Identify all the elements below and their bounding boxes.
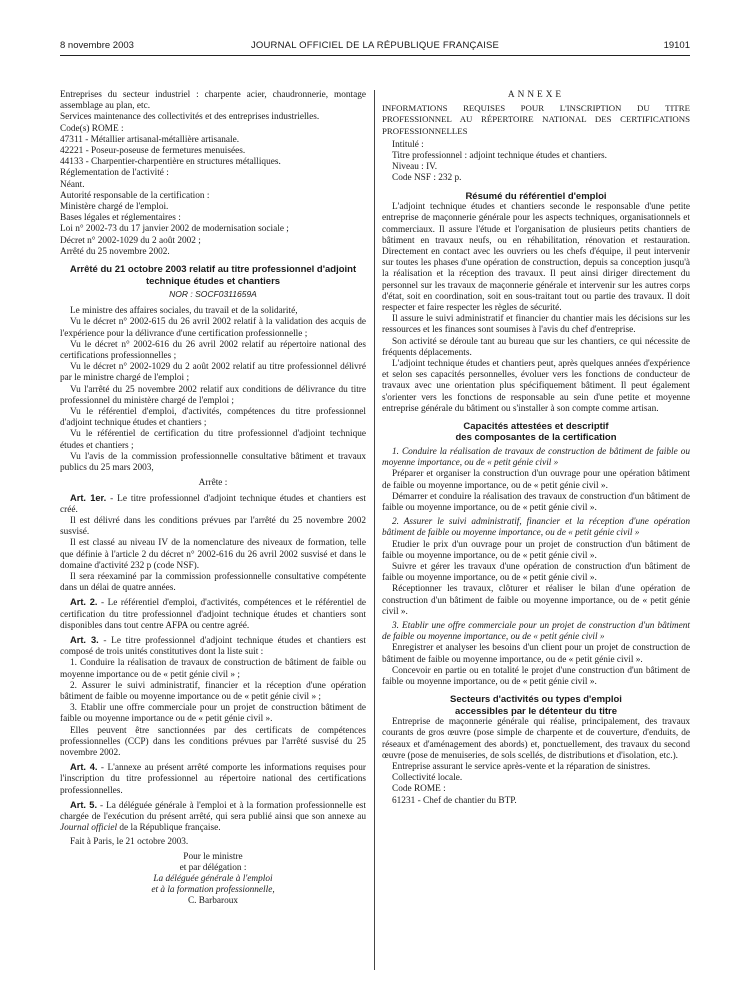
article-label: Art. 5.	[70, 799, 98, 810]
info-line: Titre professionnel : adjoint technique études et chantiers.	[392, 151, 607, 162]
signature-line: La déléguée générale à l'emploi	[153, 874, 273, 884]
capacity-paragraph: Préparer et organiser la construction d'un ouvrage pour une opération bâtiment de faible ou moyenne importance, ou de « petit génie civil ».	[382, 469, 690, 491]
signature-line: et par délégation :	[179, 862, 247, 873]
intro-line: Entreprises du secteur industriel : charpente acier, chaudronnerie, montage assemblage au plan, etc.	[60, 90, 366, 112]
vu-clause: Vu le décret n° 2002-615 du 26 avril 2002 relatif à la validation des acquis de l'expérience pour la délivrance d'une certification professionnelle ;	[60, 317, 366, 339]
capacity-paragraph: Réceptionner les travaux, clôturer et réaliser le bilan d'une opération de construction d'un bâtiment de faible ou moyenne importance, ou de « petit génie civil ».	[382, 584, 690, 617]
capacity-paragraph: Enregistrer et analyser les besoins d'un client pour un projet de construction de bâtiment de faible ou moyenne importance, ou de « petit génie civil ».	[382, 643, 690, 665]
header-date: 8 novembre 2003	[60, 40, 134, 51]
arrete-heading: Arrête :	[198, 478, 228, 489]
vu-clause: Vu le référentiel d'emploi, d'activités, compétences du titre professionnel d'adjoint technique études et chantiers ;	[60, 407, 366, 429]
intro-line: Loi n° 2002-73 du 17 janvier 2002 de modernisation sociale ;	[60, 224, 289, 235]
article-label: Art. 2.	[70, 597, 98, 608]
vu-clause: Vu le décret n° 2002-616 du 26 avril 2002 relatif au répertoire national des certifications professionnelles ;	[60, 339, 366, 362]
resume-paragraph: L'adjoint technique études et chantiers peut, après quelques années d'expérience et selon ses capacités personnelles, évoluer vers les fonctions de conducteur de travaux avec une orientation plus spécifiquement bâtiment. Il peut également s'orienter vers les fonctions de responsable au sein d'une petite et moyenne entreprise générale du bâtiment ou s'installer à son compte comme artisan.	[382, 358, 690, 414]
info-line: Code NSF : 232 p.	[392, 173, 462, 184]
vu-clause: Vu l'avis de la commission professionnelle consultative bâtiment et travaux publics du 25 mars 2003,	[60, 451, 366, 474]
intro-line: Néant.	[60, 179, 85, 190]
article-5: Art. 5. - La déléguée générale à l'emploi et à la formation professionnelle est chargée de l'exécution du présent arrêté, qui sera publié ainsi que son annexe au Journal officiel de la République française.	[60, 799, 366, 834]
capacity-paragraph: Etudier le prix d'un ouvrage pour un projet de construction d'un bâtiment de faible ou moyenne importance, ou de « petit génie civil ».	[382, 539, 690, 561]
intro-line: Services maintenance des collectivités et des entreprises industrielles.	[60, 112, 320, 123]
vu-clause: Vu l'arrêté du 25 novembre 2002 relatif aux conditions de délivrance du titre professionnel du ministère chargé de l'emploi ;	[60, 384, 366, 406]
capacites-heading: Capacités attestées et descriptif des composantes de la certification	[455, 420, 617, 444]
rome-code: 47311 - Métallier artisanal-métallière artisanale.	[60, 134, 240, 145]
article-paragraph: Il est délivré dans les conditions prévues par l'arrêté du 25 novembre 2002 susvisé.	[60, 515, 366, 538]
article-paragraph: Elles peuvent être sanctionnées par des certificats de compétences professionnelles (CCP) dans les conditions prévues par l'arrêté susvisé du 25 novembre 2002.	[60, 725, 366, 758]
rome-code: 44133 - Charpentier-charpentière en structures métalliques.	[60, 157, 281, 168]
intro-line: Réglementation de l'activité :	[60, 168, 169, 179]
signatory-name: C. Barbaroux	[187, 896, 239, 907]
article-label: Art. 4.	[70, 762, 98, 773]
annexe-title: INFORMATIONS REQUISES POUR L'INSCRIPTION DU TITRE PROFESSIONNEL AU RÉPERTOIRE NATIONAL DES CERTIFICATIONS PROFESSIONNELLES	[382, 103, 690, 136]
rome-code: 61231 - Chef de chantier du BTP.	[392, 795, 517, 806]
unit-item: 3. Etablir une offre commerciale pour un projet de construction bâtiment de faible ou moyenne importance ou de « petit génie civil ».	[60, 703, 366, 725]
secteurs-paragraph: Entreprise de maçonnerie générale qui réalise, principalement, des travaux courants de gros œuvre (pose simple de charpente et de couverture, d'enduits, de réseaux et d'aménagement des abords) et, ponctuellement, des travaux du second œuvre (pose de menuiseries, de sols scellés, de distributions et d'isolation, etc.).	[382, 717, 690, 761]
secteurs-heading: Secteurs d'activités ou types d'emploi accessibles par le détenteur du titre	[450, 694, 622, 717]
intro-line: Autorité responsable de la certification :	[60, 190, 210, 201]
header-page-number: 19101	[663, 40, 690, 51]
column-divider	[374, 90, 375, 970]
capacity-paragraph: Concevoir en partie ou en totalité le projet d'une construction d'un bâtiment de faible ou moyenne importance, ou de « petit génie civil ».	[382, 665, 690, 688]
signature-line: et à la formation professionnelle,	[151, 885, 275, 896]
intro-line: Arrêté du 25 novembre 2002.	[60, 246, 170, 257]
intro-line: Bases légales et réglementaires :	[60, 213, 181, 224]
intro-line: Ministère chargé de l'emploi.	[60, 202, 169, 213]
article-2: Art. 2. - Le référentiel d'emploi, d'activités, compétences et le référentiel de certification du titre professionnel d'adjoint technique études et chantiers sont disponibles dans tout centre AFPA ou centre agréé.	[60, 597, 366, 631]
resume-paragraph: Son activité se déroule tant au bureau que sur les chantiers, ce qui nécessite de fréquents déplacements.	[382, 336, 690, 358]
info-line: Intitulé :	[392, 139, 424, 150]
article-label: Art. 1er.	[70, 492, 107, 503]
intro-line: Décret n° 2002-1029 du 2 août 2002 ;	[60, 235, 201, 246]
nor-reference: NOR : SOCF0311659A	[169, 289, 257, 300]
secteurs-paragraph: Entreprise assurant le service après-vente et la réparation de sinistres.	[392, 762, 651, 773]
unit-item: 2. Assurer le suivi administratif, financier et la réception d'une opération bâtiment de faible ou moyenne importance ou de « petit génie civil » ;	[60, 680, 366, 702]
header-rule	[60, 55, 690, 56]
capacity-2-title: 2. Assurer le suivi administratif, financier et la réception d'une opération bâtiment de faible ou moyenne importance, ou de « petit génie civil »	[382, 517, 690, 539]
minister-line: Le ministre des affaires sociales, du travail et de la solidarité,	[70, 306, 298, 317]
signature-line: Pour le ministre	[183, 851, 243, 862]
capacity-paragraph: Suivre et gérer les travaux d'une opération de construction d'un bâtiment de faible ou moyenne importance, ou de « petit génie civil ».	[382, 562, 690, 584]
right-column	[382, 90, 690, 807]
vu-clause: Vu le référentiel de certification du titre professionnel d'adjoint technique études et chantiers ;	[60, 429, 366, 451]
article-paragraph: Il sera réexaminé par la commission professionnelle consultative compétente dans un délai de quatre années.	[60, 571, 366, 594]
article-label: Art. 3.	[70, 634, 99, 645]
resume-heading: Résumé du référentiel d'emploi	[465, 190, 607, 202]
article-1: Art. 1er. - Le titre professionnel d'adjoint technique études et chantiers est créé.	[60, 492, 366, 515]
capacity-1-title: 1. Conduire la réalisation de travaux de construction de bâtiment de faible ou moyenne importance, ou de « petit génie civil »	[382, 446, 690, 469]
decree-title: Arrêté du 21 octobre 2003 relatif au titre professionnel d'adjoint technique études et chantiers	[69, 264, 357, 287]
article-3: Art. 3. - Le titre professionnel d'adjoint technique études et chantiers est composé de trois unités constitutives dont la liste suit :	[60, 634, 366, 658]
annexe-heading: ANNEXE	[507, 90, 565, 100]
unit-item: 1. Conduire la réalisation de travaux de construction de bâtiment de faible ou moyenne importance ou de « petit génie civil » ;	[60, 658, 366, 680]
running-header	[60, 40, 690, 56]
secteurs-paragraph: Collectivité locale.	[392, 773, 463, 784]
article-4: Art. 4. - L'annexe au présent arrêté comporte les informations requises pour l'inscription du titre professionnel au répertoire national des certifications professionnelles.	[60, 762, 366, 796]
header-journal-title: JOURNAL OFFICIEL DE LA RÉPUBLIQUE FRANÇAISE	[250, 40, 500, 51]
left-column	[60, 90, 366, 908]
capacity-3-title: 3. Etablir une offre commerciale pour un projet de construction d'un bâtiment de faible ou moyenne importance, ou de « petit génie civil »	[382, 621, 690, 643]
resume-paragraph: L'adjoint technique études et chantiers seconde le responsable d'une petite entreprise de maçonnerie générale pour les aspects techniques, organisationnels et commerciaux. Il assure l'étude et l'organisation de plusieurs petits chantiers de bâtiment en travaux neufs, ou en réhabilitation, rénovation et restauration. Directement en contact avec les ouvriers ou les chefs d'équipe, il peut intervenir sur toutes les phases d'une opération de construction, depuis sa conception jusqu'à la réalisation et la réception des travaux. Il peut ainsi diriger directement du personnel sur les travaux de maçonnerie générale et intervenir sur les autres corps d'état, soit en coordination, soit en sous-traitant tout ou partie des travaux. Il doit respecter et faire respecter les règles de sécurité.	[382, 202, 690, 313]
secteurs-paragraph: Code ROME :	[392, 784, 446, 795]
capacity-paragraph: Démarrer et conduire la réalisation des travaux de construction d'un bâtiment de faible ou moyenne importance, ou de « petit génie civil ».	[382, 491, 690, 513]
closing-line: Fait à Paris, le 21 octobre 2003.	[70, 837, 189, 848]
resume-paragraph: Il assure le suivi administratif et financier du chantier mais les décisions sur les ressources et les finances sont soumises à l'avis du chef d'entreprise.	[382, 314, 690, 336]
vu-clause: Vu le décret n° 2002-1029 du 2 août 2002 relatif au titre professionnel délivré par le ministre chargé de l'emploi ;	[60, 362, 366, 384]
info-line: Niveau : IV.	[392, 162, 438, 173]
article-paragraph: Il est classé au niveau IV de la nomenclature des niveaux de formation, telle que définie à l'article 2 du décret n° 2002-616 du 26 avril 2002 susvisé et dans le domaine d'activité 232 p (code NSF).	[60, 538, 366, 571]
rome-code: 42221 - Poseur-poseuse de fermetures menuisées.	[60, 146, 246, 157]
intro-line: Code(s) ROME :	[60, 123, 124, 134]
